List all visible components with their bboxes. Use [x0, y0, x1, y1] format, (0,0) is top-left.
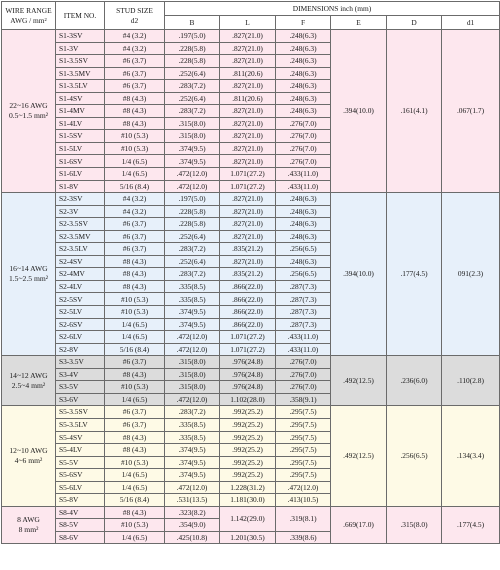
dim-b-cell: .252(6.4): [165, 230, 220, 243]
dim-l-cell: 1.228(31.2): [220, 481, 276, 494]
dim-l-cell: .992(25.2): [220, 469, 276, 482]
stud-size-cell: #8 (4.3): [105, 444, 165, 457]
stud-size-cell: #4 (3.2): [105, 205, 165, 218]
item-no-cell: S5-6LV: [56, 481, 105, 494]
dim-l-cell: .827(21.0): [220, 142, 276, 155]
stud-size-cell: 1/4 (6.5): [105, 481, 165, 494]
dim-b-cell: .252(6.4): [165, 92, 220, 105]
dim-l-cell: .976(24.8): [220, 381, 276, 394]
dim-f-cell: .276(7.0): [276, 142, 331, 155]
wire-mm: 8 mm²: [18, 525, 39, 535]
item-no-cell: S1-8V: [56, 180, 105, 193]
item-no-cell: S2-3.5MV: [56, 230, 105, 243]
dim-b-cell: .283(7.2): [165, 406, 220, 419]
item-no-cell: S5-3.5LV: [56, 418, 105, 431]
item-no-cell: S2-5LV: [56, 306, 105, 319]
stud-size-cell: #10 (5.3): [105, 293, 165, 306]
dim-f-cell: .433(11.0): [276, 168, 331, 181]
dim-f-cell: .276(7.0): [276, 117, 331, 130]
dim-l-cell: .992(25.2): [220, 444, 276, 457]
dim-b-cell: .472(12.0): [165, 180, 220, 193]
dim-f-cell: .276(7.0): [276, 155, 331, 168]
dim-l-cell: .827(21.0): [220, 130, 276, 143]
dim-d1-cell: .134(3.4): [442, 406, 500, 506]
dim-f-cell: .248(6.3): [276, 92, 331, 105]
dim-d1-cell: 091(2.3): [442, 193, 500, 356]
dim-e-cell: .394(10.0): [331, 193, 387, 356]
item-no-cell: S3-4V: [56, 368, 105, 381]
item-no-cell: S8-5V: [56, 519, 105, 532]
dim-e-cell: .492(12.5): [331, 406, 387, 506]
stud-size-cell: #4 (3.2): [105, 193, 165, 206]
dim-b-cell: .335(8.5): [165, 431, 220, 444]
dim-b-cell: .472(12.0): [165, 393, 220, 406]
wire-mm: 2.5~4 mm²: [11, 380, 46, 390]
item-no-cell: S2-6SV: [56, 318, 105, 331]
stud-size-cell: #8 (4.3): [105, 368, 165, 381]
dim-f-cell: .248(6.3): [276, 55, 331, 68]
dim-b-cell: .472(12.0): [165, 331, 220, 344]
dim-b-cell: .374(9.5): [165, 469, 220, 482]
header-dimensions: DIMENSIONS inch (mm): [165, 2, 500, 16]
item-no-cell: S1-6LV: [56, 168, 105, 181]
dim-e-cell: .394(10.0): [331, 30, 387, 193]
wire-range-cell: [2, 406, 56, 506]
item-no-cell: S1-4LV: [56, 117, 105, 130]
dim-l-cell: 1.071(27.2): [220, 168, 276, 181]
dim-d-cell: .161(4.1): [387, 30, 442, 193]
dim-l-cell: .835(21.2): [220, 243, 276, 256]
dim-f-cell: .295(7.5): [276, 444, 331, 457]
table-row: [2, 193, 500, 206]
dim-d1-cell: .067(1.7): [442, 30, 500, 193]
dim-l-cell: .976(24.8): [220, 368, 276, 381]
dim-b-cell: .197(5.0): [165, 193, 220, 206]
dim-e-cell: .492(12.5): [331, 356, 387, 406]
dim-f-cell: .287(7.3): [276, 293, 331, 306]
dim-f-cell: .433(11.0): [276, 180, 331, 193]
stud-size-cell: #8 (4.3): [105, 268, 165, 281]
table-row: [2, 506, 500, 519]
dim-l-cell: .827(21.0): [220, 230, 276, 243]
wire-awg: 14~12 AWG: [9, 370, 48, 380]
dim-f-cell: .248(6.3): [276, 105, 331, 118]
stud-size-cell: #6 (3.7): [105, 243, 165, 256]
stud-size-cell: #10 (5.3): [105, 519, 165, 532]
stud-size-cell: #10 (5.3): [105, 306, 165, 319]
dim-b-cell: .374(9.5): [165, 318, 220, 331]
dim-f-cell: .248(6.3): [276, 67, 331, 80]
item-no-cell: S5-4SV: [56, 431, 105, 444]
item-no-cell: S2-4LV: [56, 280, 105, 293]
dim-f-cell: .248(6.3): [276, 205, 331, 218]
stud-size-cell: #6 (3.7): [105, 356, 165, 369]
dim-f-cell: .413(10.5): [276, 494, 331, 507]
dim-b-cell: .283(7.2): [165, 80, 220, 93]
dim-f-cell: .276(7.0): [276, 381, 331, 394]
dim-b-cell: .252(6.4): [165, 255, 220, 268]
stud-size-cell: #6 (3.7): [105, 67, 165, 80]
table-row: [2, 406, 500, 419]
dim-b-cell: .228(5.8): [165, 218, 220, 231]
dim-b-cell: .374(9.5): [165, 155, 220, 168]
dim-d-cell: .177(4.5): [387, 193, 442, 356]
dim-l-cell: .827(21.0): [220, 42, 276, 55]
dim-b-cell: .315(8.0): [165, 356, 220, 369]
dim-l-cell: .827(21.0): [220, 218, 276, 231]
dim-d-cell: .256(6.5): [387, 406, 442, 506]
item-no-cell: S2-3.5LV: [56, 243, 105, 256]
dim-b-cell: .323(8.2): [165, 506, 220, 519]
dim-f-cell: .276(7.0): [276, 368, 331, 381]
dim-f-cell: .295(7.5): [276, 406, 331, 419]
stud-size-cell: #4 (3.2): [105, 42, 165, 55]
dim-l-cell: 1.142(29.0): [220, 506, 276, 531]
dim-b-cell: .472(12.0): [165, 168, 220, 181]
item-no-cell: S1-5LV: [56, 142, 105, 155]
stud-size-cell: #6 (3.7): [105, 418, 165, 431]
dim-b-cell: .197(5.0): [165, 30, 220, 43]
header-col-e: E: [331, 16, 387, 30]
dim-f-cell: .472(12.0): [276, 481, 331, 494]
item-no-cell: S2-5SV: [56, 293, 105, 306]
dim-b-cell: .228(5.8): [165, 42, 220, 55]
dim-b-cell: .315(8.0): [165, 130, 220, 143]
terminal-dimensions-table: [1, 1, 500, 544]
dim-f-cell: .276(7.0): [276, 356, 331, 369]
dim-f-cell: .433(11.0): [276, 331, 331, 344]
stud-size-cell: #8 (4.3): [105, 92, 165, 105]
item-no-cell: S1-3SV: [56, 30, 105, 43]
header-wire-range: WIRE RANGE AWG / mm²: [2, 2, 56, 30]
header-col-f: F: [276, 16, 331, 30]
dim-d1-cell: .177(4.5): [442, 506, 500, 544]
stud-size-cell: 5/16 (8.4): [105, 180, 165, 193]
item-no-cell: S1-5SV: [56, 130, 105, 143]
dim-l-cell: .827(21.0): [220, 105, 276, 118]
stud-size-cell: #8 (4.3): [105, 255, 165, 268]
dim-l-cell: .827(21.0): [220, 155, 276, 168]
dim-b-cell: .335(8.5): [165, 418, 220, 431]
dim-l-cell: .827(21.0): [220, 205, 276, 218]
stud-size-cell: #10 (5.3): [105, 456, 165, 469]
dim-b-cell: .374(9.5): [165, 444, 220, 457]
item-no-cell: S3-6V: [56, 393, 105, 406]
stud-size-cell: #4 (3.2): [105, 30, 165, 43]
dim-f-cell: .276(7.0): [276, 130, 331, 143]
wire-range-cell: [2, 30, 56, 193]
stud-size-cell: 1/4 (6.5): [105, 155, 165, 168]
dim-f-cell: .319(8.1): [276, 506, 331, 531]
stud-size-cell: 1/4 (6.5): [105, 318, 165, 331]
item-no-cell: S1-4MV: [56, 105, 105, 118]
dim-b-cell: .315(8.0): [165, 368, 220, 381]
stud-size-cell: #8 (4.3): [105, 280, 165, 293]
item-no-cell: S1-4SV: [56, 92, 105, 105]
item-no-cell: S1-3V: [56, 42, 105, 55]
header-col-d: D: [387, 16, 442, 30]
dim-l-cell: .827(21.0): [220, 193, 276, 206]
dim-f-cell: .287(7.3): [276, 318, 331, 331]
stud-size-cell: #10 (5.3): [105, 381, 165, 394]
wire-mm: 0.5~1.5 mm²: [8, 111, 49, 121]
stud-size-cell: 1/4 (6.5): [105, 469, 165, 482]
dim-b-cell: .283(7.2): [165, 243, 220, 256]
dim-l-cell: 1.071(27.2): [220, 180, 276, 193]
header-col-l: L: [220, 16, 276, 30]
dim-b-cell: .335(8.5): [165, 280, 220, 293]
dim-l-cell: 1.181(30.0): [220, 494, 276, 507]
dim-f-cell: .433(11.0): [276, 343, 331, 356]
wire-awg: 8 AWG: [17, 514, 40, 524]
dim-l-cell: .827(21.0): [220, 55, 276, 68]
dim-f-cell: .248(6.3): [276, 230, 331, 243]
dim-b-cell: .374(9.5): [165, 306, 220, 319]
stud-size-cell: #8 (4.3): [105, 117, 165, 130]
header-item-no: ITEM NO.: [56, 2, 105, 30]
dim-b-cell: .335(8.5): [165, 293, 220, 306]
dim-d-cell: .236(6.0): [387, 356, 442, 406]
dim-f-cell: .248(6.3): [276, 42, 331, 55]
dim-b-cell: .315(8.0): [165, 117, 220, 130]
dim-l-cell: .866(22.0): [220, 280, 276, 293]
wire-awg: 16~14 AWG: [9, 263, 48, 273]
dim-l-cell: .866(22.0): [220, 318, 276, 331]
stud-size-cell: #8 (4.3): [105, 506, 165, 519]
dim-f-cell: .248(6.3): [276, 193, 331, 206]
dim-l-cell: .827(21.0): [220, 30, 276, 43]
dim-f-cell: .295(7.5): [276, 431, 331, 444]
dim-f-cell: .248(6.3): [276, 30, 331, 43]
wire-mm: 4~6 mm²: [14, 456, 43, 466]
dim-l-cell: 1.102(28.0): [220, 393, 276, 406]
wire-range-cell: [2, 506, 56, 544]
dim-e-cell: .669(17.0): [331, 506, 387, 544]
dim-b-cell: .228(5.8): [165, 55, 220, 68]
item-no-cell: S5-8V: [56, 494, 105, 507]
stud-size-cell: 5/16 (8.4): [105, 494, 165, 507]
table-row: [2, 30, 500, 43]
dim-l-cell: .866(22.0): [220, 293, 276, 306]
item-no-cell: S2-4SV: [56, 255, 105, 268]
dim-f-cell: .256(6.5): [276, 243, 331, 256]
dim-l-cell: .827(21.0): [220, 117, 276, 130]
stud-size-cell: #8 (4.3): [105, 431, 165, 444]
item-no-cell: S5-6SV: [56, 469, 105, 482]
header-row-top: [2, 2, 500, 16]
item-no-cell: S1-6SV: [56, 155, 105, 168]
item-no-cell: S2-3V: [56, 205, 105, 218]
header-stud-size: STUD SIZE d2: [105, 2, 165, 30]
dim-d1-cell: .110(2.8): [442, 356, 500, 406]
stud-size-cell: 1/4 (6.5): [105, 393, 165, 406]
dim-b-cell: .283(7.2): [165, 105, 220, 118]
stud-size-cell: #6 (3.7): [105, 80, 165, 93]
dim-f-cell: .295(7.5): [276, 456, 331, 469]
item-no-cell: S5-3.5SV: [56, 406, 105, 419]
dim-l-cell: 1.071(27.2): [220, 331, 276, 344]
stud-size-cell: #8 (4.3): [105, 105, 165, 118]
stud-size-cell: #6 (3.7): [105, 55, 165, 68]
dim-f-cell: .248(6.3): [276, 255, 331, 268]
item-no-cell: S5-4LV: [56, 444, 105, 457]
dim-b-cell: .228(5.8): [165, 205, 220, 218]
dim-l-cell: .827(21.0): [220, 255, 276, 268]
item-no-cell: S8-4V: [56, 506, 105, 519]
stud-size-cell: 1/4 (6.5): [105, 168, 165, 181]
item-no-cell: S2-4MV: [56, 268, 105, 281]
stud-size-cell: 1/4 (6.5): [105, 531, 165, 544]
dim-b-cell: .315(8.0): [165, 381, 220, 394]
dim-l-cell: .835(21.2): [220, 268, 276, 281]
dim-b-cell: .531(13.5): [165, 494, 220, 507]
dim-b-cell: .374(9.5): [165, 456, 220, 469]
wire-range-cell: [2, 356, 56, 406]
dim-l-cell: .811(20.6): [220, 92, 276, 105]
item-no-cell: S1-3.5SV: [56, 55, 105, 68]
stud-size-cell: #10 (5.3): [105, 130, 165, 143]
dim-l-cell: .992(25.2): [220, 418, 276, 431]
dim-f-cell: .295(7.5): [276, 469, 331, 482]
dim-l-cell: 1.201(30.5): [220, 531, 276, 544]
dim-l-cell: .992(25.2): [220, 406, 276, 419]
wire-awg: 22~16 AWG: [9, 100, 48, 110]
stud-size-cell: 5/16 (8.4): [105, 343, 165, 356]
table-body: [2, 30, 500, 544]
item-no-cell: S2-3.5SV: [56, 218, 105, 231]
dim-b-cell: .472(12.0): [165, 343, 220, 356]
dim-b-cell: .354(9.0): [165, 519, 220, 532]
item-no-cell: S2-3SV: [56, 193, 105, 206]
stud-size-cell: #6 (3.7): [105, 230, 165, 243]
wire-awg: 12~10 AWG: [9, 445, 48, 455]
dim-f-cell: .248(6.3): [276, 218, 331, 231]
dim-b-cell: .283(7.2): [165, 268, 220, 281]
header-col-b: B: [165, 16, 220, 30]
dim-l-cell: .976(24.8): [220, 356, 276, 369]
dim-f-cell: .295(7.5): [276, 418, 331, 431]
dim-f-cell: .358(9.1): [276, 393, 331, 406]
item-no-cell: S5-5V: [56, 456, 105, 469]
dim-b-cell: .425(10.8): [165, 531, 220, 544]
stud-size-cell: #6 (3.7): [105, 218, 165, 231]
dim-l-cell: 1.071(27.2): [220, 343, 276, 356]
item-no-cell: S8-6V: [56, 531, 105, 544]
dim-f-cell: .256(6.5): [276, 268, 331, 281]
dim-l-cell: .992(25.2): [220, 431, 276, 444]
dim-b-cell: .252(6.4): [165, 67, 220, 80]
dim-l-cell: .811(20.6): [220, 67, 276, 80]
item-no-cell: S2-8V: [56, 343, 105, 356]
stud-size-cell: #10 (5.3): [105, 142, 165, 155]
header-col-d1: d1: [442, 16, 500, 30]
dim-b-cell: .472(12.0): [165, 481, 220, 494]
stud-size-cell: 1/4 (6.5): [105, 331, 165, 344]
item-no-cell: S3-3.5V: [56, 356, 105, 369]
wire-range-cell: [2, 193, 56, 356]
dim-l-cell: .992(25.2): [220, 456, 276, 469]
dim-l-cell: .866(22.0): [220, 306, 276, 319]
item-no-cell: S1-3.5MV: [56, 67, 105, 80]
item-no-cell: S1-3.5LV: [56, 80, 105, 93]
dim-f-cell: .287(7.3): [276, 306, 331, 319]
wire-mm: 1.5~2.5 mm²: [8, 274, 49, 284]
dim-f-cell: .339(8.6): [276, 531, 331, 544]
item-no-cell: S2-6LV: [56, 331, 105, 344]
dim-b-cell: .374(9.5): [165, 142, 220, 155]
stud-size-cell: #6 (3.7): [105, 406, 165, 419]
dim-l-cell: .827(21.0): [220, 80, 276, 93]
table-row: [2, 356, 500, 369]
dim-f-cell: .248(6.3): [276, 80, 331, 93]
dim-f-cell: .287(7.3): [276, 280, 331, 293]
dim-d-cell: .315(8.0): [387, 506, 442, 544]
item-no-cell: S3-5V: [56, 381, 105, 394]
